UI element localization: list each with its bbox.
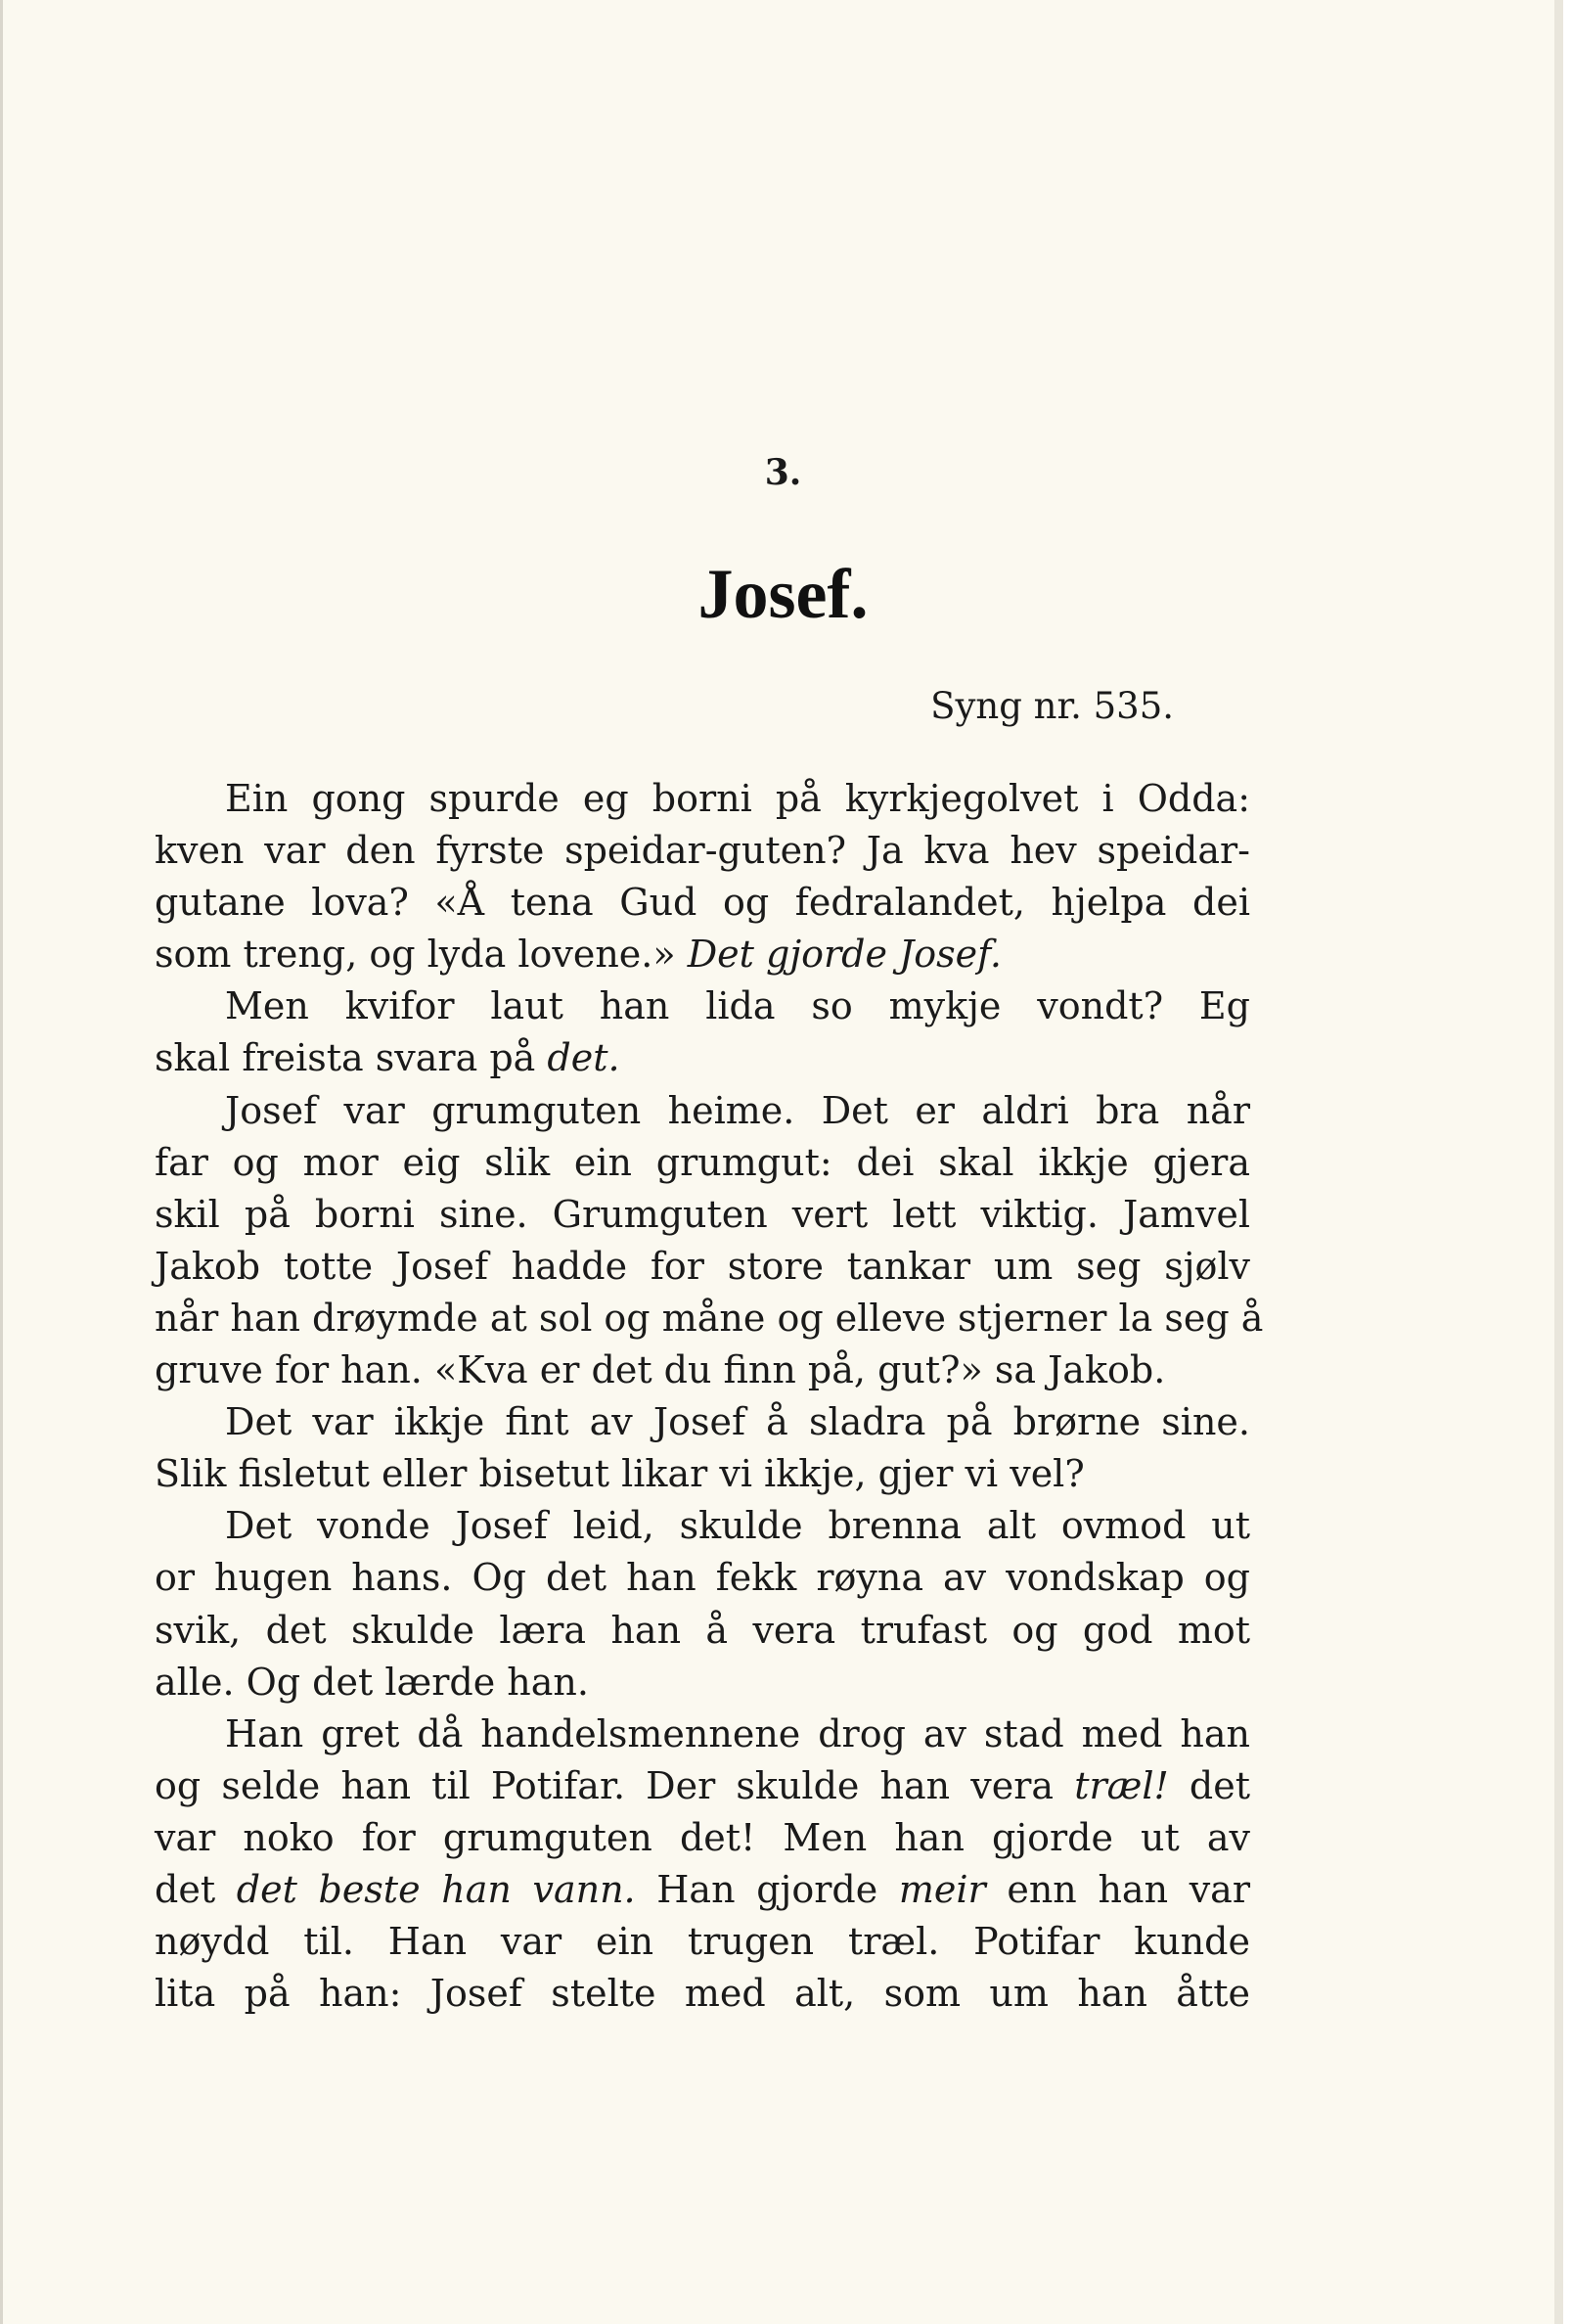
line-text: Slik fisletut eller bisetut likar vi ikkje, gjer vi vel? xyxy=(155,1452,1085,1496)
text-line xyxy=(155,877,1250,929)
body-text xyxy=(155,773,1264,2020)
line-text: Jakob totte Josef hadde for store tankar um seg sjølv xyxy=(155,1244,1250,1288)
section-number: 3. xyxy=(764,452,802,493)
line-text: kven var den fyrste speidar-guten? Ja kva hev speidar- xyxy=(155,829,1250,873)
text-line xyxy=(155,825,1250,877)
text-line xyxy=(155,1709,1250,1760)
line-text: og selde han til Potifar. Der skulde han vera xyxy=(155,1763,1075,1807)
line-text: Ein gong spurde eg borni på kyrkjegolvet i Odda: xyxy=(225,777,1250,820)
text-line xyxy=(155,980,1250,1032)
line-text: skil på borni sine. Grumguten vert lett viktig. Jamvel xyxy=(155,1192,1250,1236)
line-text: det xyxy=(155,1867,237,1911)
line-text: når han drøymde at sol og måne og elleve stjerner la seg å xyxy=(155,1296,1264,1340)
italic-text: træl! xyxy=(1074,1763,1169,1807)
text-line xyxy=(155,1968,1250,2020)
line-text: Men kvifor laut han lida so mykje vondt? Eg xyxy=(225,984,1250,1028)
line-text: nøydd til. Han var ein trugen træl. Potifar kunde xyxy=(155,1920,1250,1964)
line-text: Han gjorde xyxy=(635,1867,899,1911)
text-line xyxy=(155,1396,1250,1448)
text-line xyxy=(155,1293,1264,1344)
text-line xyxy=(155,1916,1250,1968)
line-text: or hugen hans. Og det han fekk røyna av vondskap og xyxy=(155,1556,1250,1600)
line-text: svik, det skulde læra han å vera trufast og god mot xyxy=(155,1608,1250,1652)
page-edge xyxy=(1554,0,1563,2324)
text-line xyxy=(155,1448,1250,1500)
italic-text: det. xyxy=(547,1036,620,1080)
text-line xyxy=(155,1500,1250,1552)
line-text: Josef var grumguten heime. Det er aldri bra når xyxy=(225,1088,1250,1132)
line-text: det xyxy=(1168,1763,1250,1807)
line-text: Han gret då handelsmennene drog av stad med han xyxy=(225,1711,1250,1755)
line-text: gutane lova? «Å tena Gud og fedralandet, hjelpa dei xyxy=(155,881,1250,925)
line-text: far og mor eig slik ein grumgut: dei skal ikkje gjera xyxy=(155,1140,1250,1184)
text-line xyxy=(155,1344,1250,1396)
italic-text: det beste han vann. xyxy=(236,1867,636,1911)
line-text: som treng, og lyda lovene.» xyxy=(155,933,688,977)
line-text: var noko for grumguten det! Men han gjorde ut av xyxy=(155,1815,1250,1859)
line-text: enn han var xyxy=(985,1867,1250,1911)
line-text: Det var ikkje fint av Josef å sladra på brørne sine. xyxy=(225,1400,1250,1444)
italic-text: meir xyxy=(898,1867,986,1911)
text-line xyxy=(155,1812,1250,1864)
text-line xyxy=(155,1552,1250,1604)
line-text: gruve for han. «Kva er det du finn på, gut?» sa Jakob. xyxy=(155,1348,1166,1392)
chapter-title: Josef. xyxy=(697,555,869,633)
text-line xyxy=(155,1760,1250,1812)
line-text: Det vonde Josef leid, skulde brenna alt ovmod ut xyxy=(225,1504,1250,1548)
text-line xyxy=(155,1605,1250,1657)
line-text: lita på han: Josef stelte med alt, som um han åtte xyxy=(155,1972,1250,2016)
text-line xyxy=(155,1032,1250,1084)
text-line xyxy=(155,1241,1250,1293)
text-line xyxy=(155,1085,1250,1137)
text-line xyxy=(155,773,1250,825)
text-line xyxy=(155,1137,1250,1189)
text-line xyxy=(155,1864,1250,1916)
text-line xyxy=(155,929,1250,980)
hymn-reference: Syng nr. 535. xyxy=(930,685,1174,727)
italic-text: Det gjorde Josef. xyxy=(687,933,1002,977)
line-text: alle. Og det lærde han. xyxy=(155,1660,589,1704)
text-line xyxy=(155,1657,1250,1709)
text-line xyxy=(155,1189,1250,1241)
line-text: skal freista svara på xyxy=(155,1036,548,1080)
